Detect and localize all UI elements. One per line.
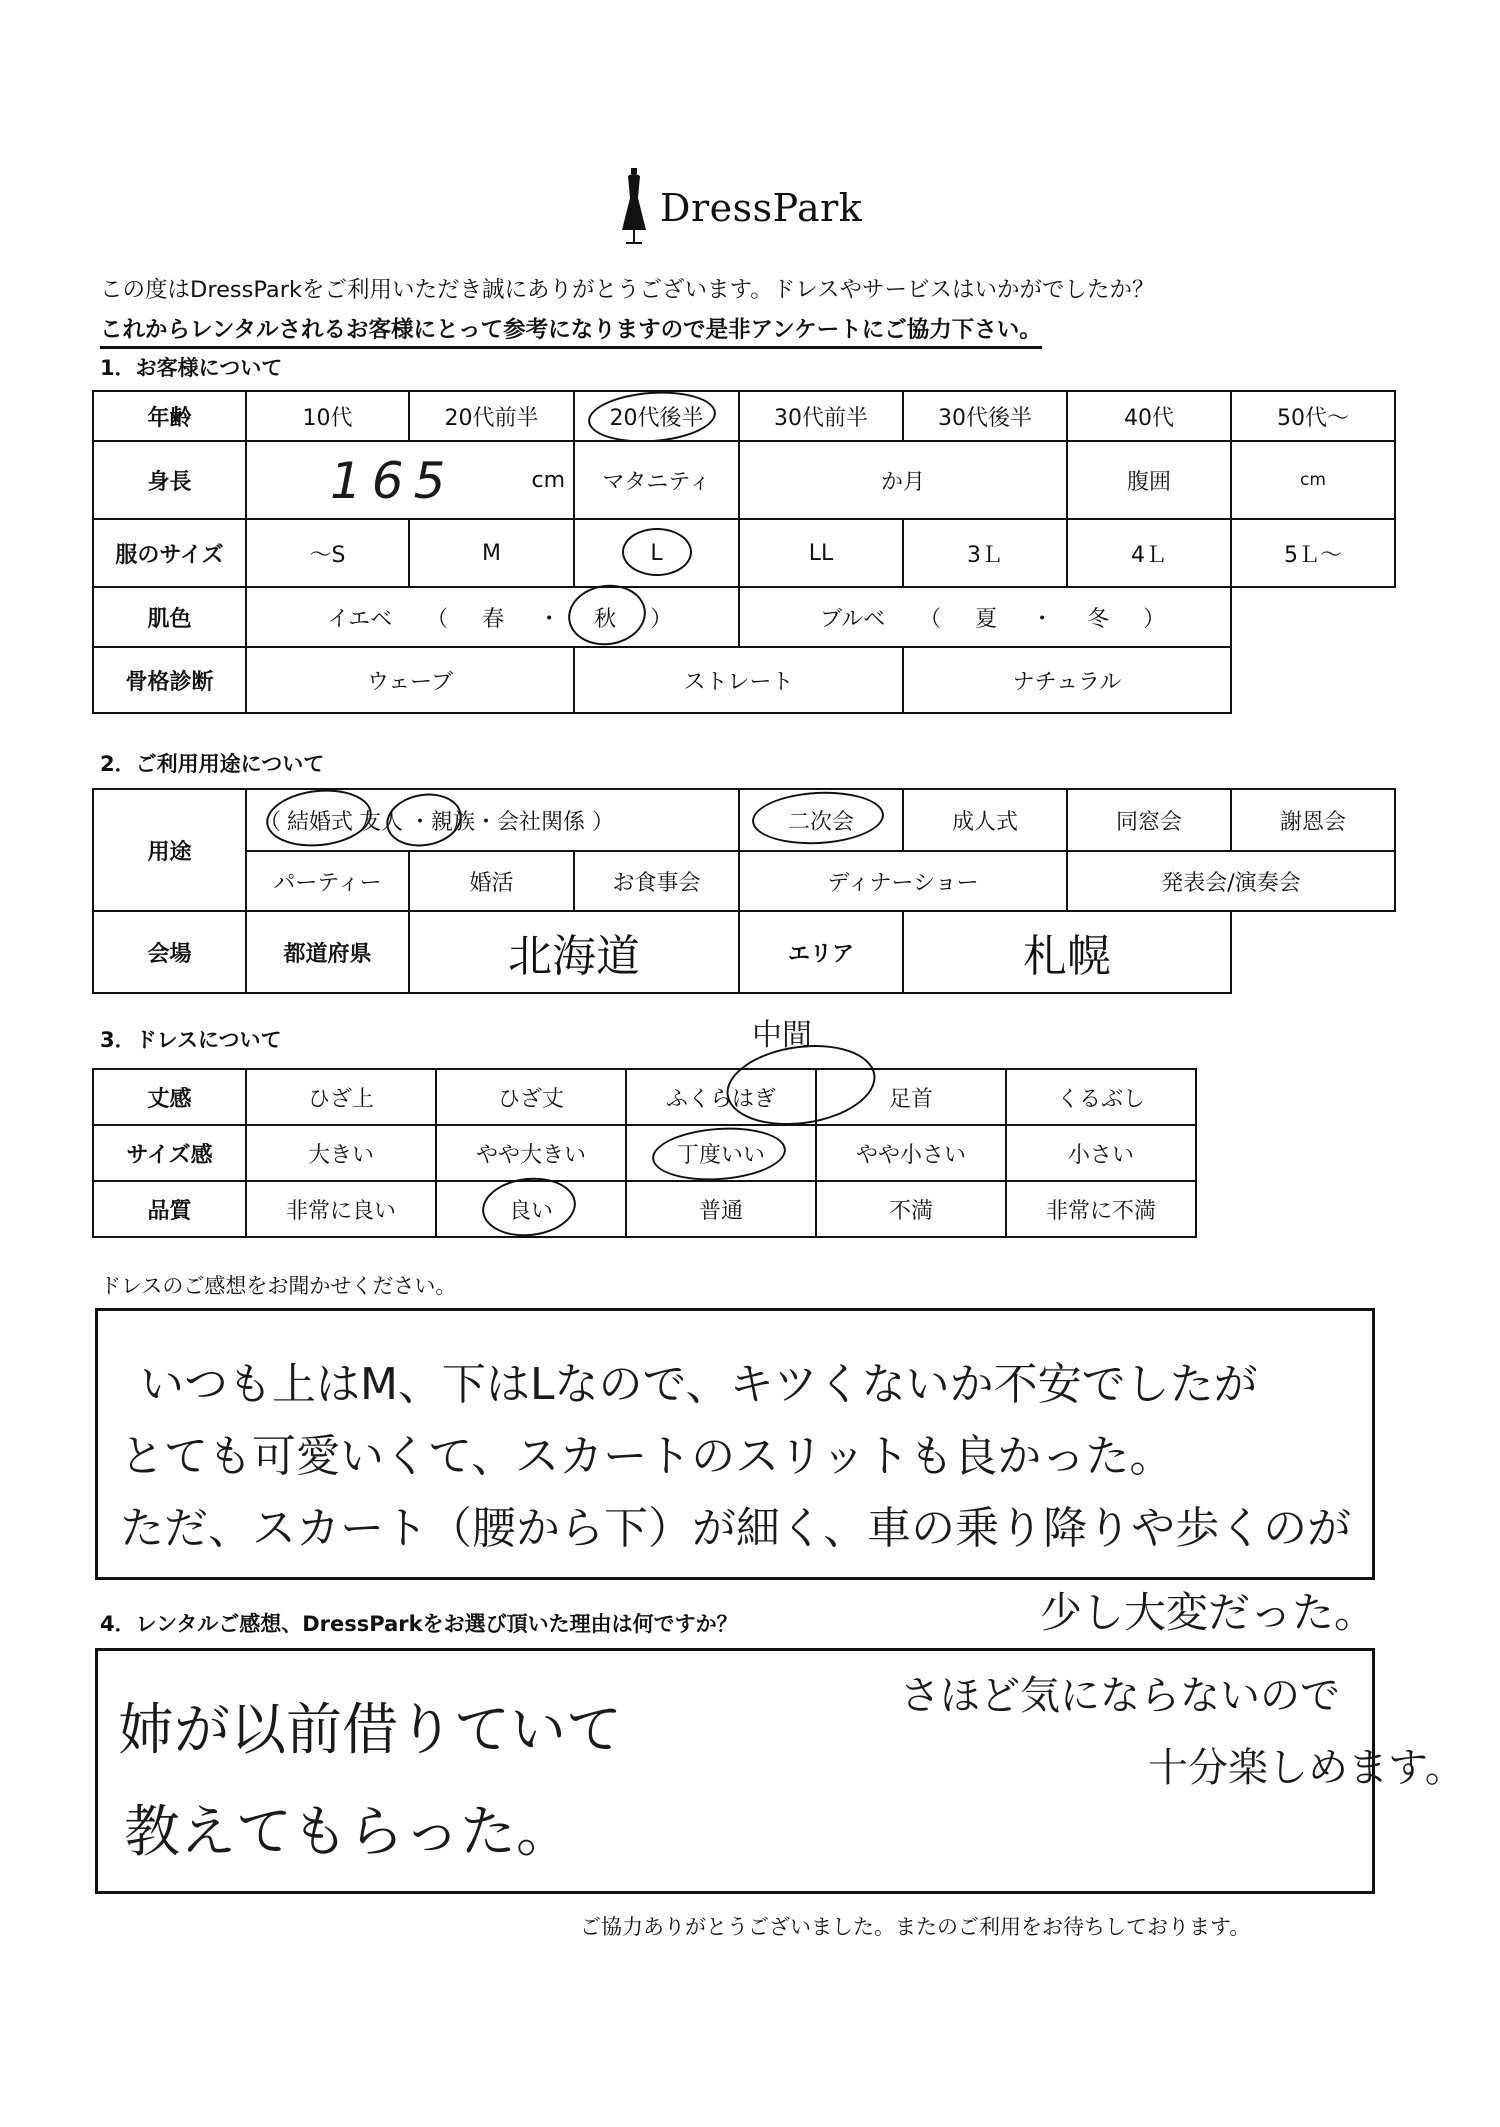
skin-blue-group: ブルベ （ 夏 ・ 冬 ） [738,586,1232,648]
section1-title: 1．お客様について [100,356,283,380]
area-value: 札幌 [1023,931,1111,982]
reason-side-line: さほど気にならないので [900,1673,1340,1719]
dress-form-icon [620,168,648,248]
fit-option[interactable]: 大きい [245,1124,437,1182]
intro-emphasis: これからレンタルされるお客様にとって参考になりますので是非アンケートにご協力下さい。 [100,312,1042,349]
maternity-months[interactable]: か月 [738,440,1068,520]
frame-option[interactable]: ストレート [573,646,904,714]
height-value: 165 [330,452,456,510]
area-field[interactable] [902,910,1232,994]
skin-blue-label: ブルベ [820,606,886,632]
frame-option[interactable]: ウェーブ [245,646,575,714]
reason-line: 姉が以前借りていて [118,1698,622,1763]
use-option[interactable]: ディナーショー [738,850,1068,912]
length-option[interactable]: 足首 [815,1068,1007,1126]
use-option[interactable]: パーティー [245,850,410,912]
impressions-prompt: ドレスのご感想をお聞かせください。 [100,1274,457,1298]
quality-option[interactable]: 普通 [625,1180,817,1238]
age-option[interactable]: 30代後半 [902,390,1068,442]
frame-option[interactable]: ナチュラル [902,646,1232,714]
size-option[interactable]: M [408,518,575,588]
section4-title: 4．レンタルご感想、DressParkをお選び頂いた理由は何ですか？ [100,1612,738,1636]
use-wedding-option[interactable]: 結婚式 [287,809,354,835]
use-reunion-option[interactable]: 同窓会 [1066,788,1232,852]
skin-yellow-group: イエベ （ 春 ・ 秋 ） [245,586,740,648]
use-option[interactable]: お食事会 [573,850,740,912]
skin-yellow-label: イエベ [327,606,393,632]
use-label: 用途 [92,788,247,912]
use-option[interactable]: 婚活 [408,850,575,912]
age-option[interactable]: 10代 [245,390,410,442]
age-option[interactable]: 30代前半 [738,390,904,442]
prefecture-value: 北海道 [508,931,640,982]
skin-autumn-option[interactable]: 秋 [594,606,617,632]
brand-name: DressPark [660,186,863,230]
use-coming-of-age-option[interactable]: 成人式 [902,788,1068,852]
fit-option[interactable]: やや大きい [435,1124,627,1182]
quality-option[interactable]: 非常に良い [245,1180,437,1238]
length-option[interactable]: ふくらはぎ [625,1068,817,1126]
size-label: 服のサイズ [92,518,247,588]
intro-text: この度はDressParkをご利用いただき誠にありがとうございます。ドレスやサービスはいかがでしたか？ [100,277,1155,303]
footer-thanks: ご協力ありがとうございました。またのご利用をお待ちしております。 [580,1915,1251,1939]
size-option[interactable]: LL [738,518,904,588]
height-label: 身長 [92,440,247,520]
prefecture-label: 都道府県 [245,910,410,994]
age-option[interactable]: 50代～ [1230,390,1396,442]
size-selection-circle [622,528,692,576]
impressions-line: ただ、スカート（腰から下）が細く、車の乗り降りや歩くのが [120,1503,1352,1554]
skin-label: 肌色 [92,586,247,648]
skin-winter-option[interactable]: 冬 [1087,606,1110,632]
age-option-selected[interactable]: 20代後半 [573,390,740,442]
length-note: 中間 [752,1018,812,1053]
reason-line: 教えてもらった。 [124,1800,572,1865]
use-afterparty-option[interactable]: 二次会 [738,788,904,852]
length-option[interactable]: くるぶし [1005,1068,1197,1126]
waist-field[interactable] [1230,440,1396,520]
age-option[interactable]: 40代 [1066,390,1232,442]
impressions-line: とても可愛いくて、スカートのスリットも良かった。 [120,1431,1174,1482]
length-option[interactable]: ひざ上 [245,1068,437,1126]
size-option[interactable]: 5Ｌ～ [1230,518,1396,588]
impressions-line: 少し大変だった。 [1040,1588,1377,1637]
section2-title: 2．ご利用用途について [100,752,325,776]
skin-spring-option[interactable]: 春 [482,606,505,632]
maternity-label: マタニティ [573,440,740,520]
quality-label: 品質 [92,1180,247,1238]
area-label: エリア [738,910,904,994]
length-option[interactable]: ひざ丈 [435,1068,627,1126]
size-option[interactable]: 3Ｌ [902,518,1068,588]
height-unit: cm [531,467,565,493]
waist-unit: cm [1300,470,1326,490]
use-relatives-option[interactable]: ・親族・会社関係 ） [409,809,615,835]
frame-label: 骨格診断 [92,646,247,714]
size-option[interactable]: ～S [245,518,410,588]
size-option[interactable]: 4Ｌ [1066,518,1232,588]
fit-option-selected[interactable]: 丁度いい [625,1124,817,1182]
impressions-line: いつも上はM、下はLなので、キツくないか不安でしたが [140,1359,1258,1410]
size-option-selected[interactable]: L [573,518,740,588]
fit-label: サイズ感 [92,1124,247,1182]
waist-label: 腹囲 [1066,440,1232,520]
fit-option[interactable]: やや小さい [815,1124,1007,1182]
reason-side-line: 十分楽しめます。 [1148,1745,1465,1791]
skin-summer-option[interactable]: 夏 [975,606,998,632]
venue-label: 会場 [92,910,247,994]
open-paren: （ [259,809,282,835]
quality-option[interactable]: 非常に不満 [1005,1180,1197,1238]
use-option[interactable]: 発表会/演奏会 [1066,850,1396,912]
quality-option-selected[interactable]: 良い [435,1180,627,1238]
use-thanks-option[interactable]: 謝恩会 [1230,788,1396,852]
length-label: 丈感 [92,1068,247,1126]
brand-logo [620,168,862,248]
age-option[interactable]: 20代前半 [408,390,575,442]
quality-option[interactable]: 不満 [815,1180,1007,1238]
prefecture-field[interactable] [408,910,740,994]
use-friend-option[interactable]: 友人 [359,809,404,835]
section3-title: 3．ドレスについて [100,1028,282,1052]
fit-option[interactable]: 小さい [1005,1124,1197,1182]
age-label: 年齢 [92,390,247,442]
